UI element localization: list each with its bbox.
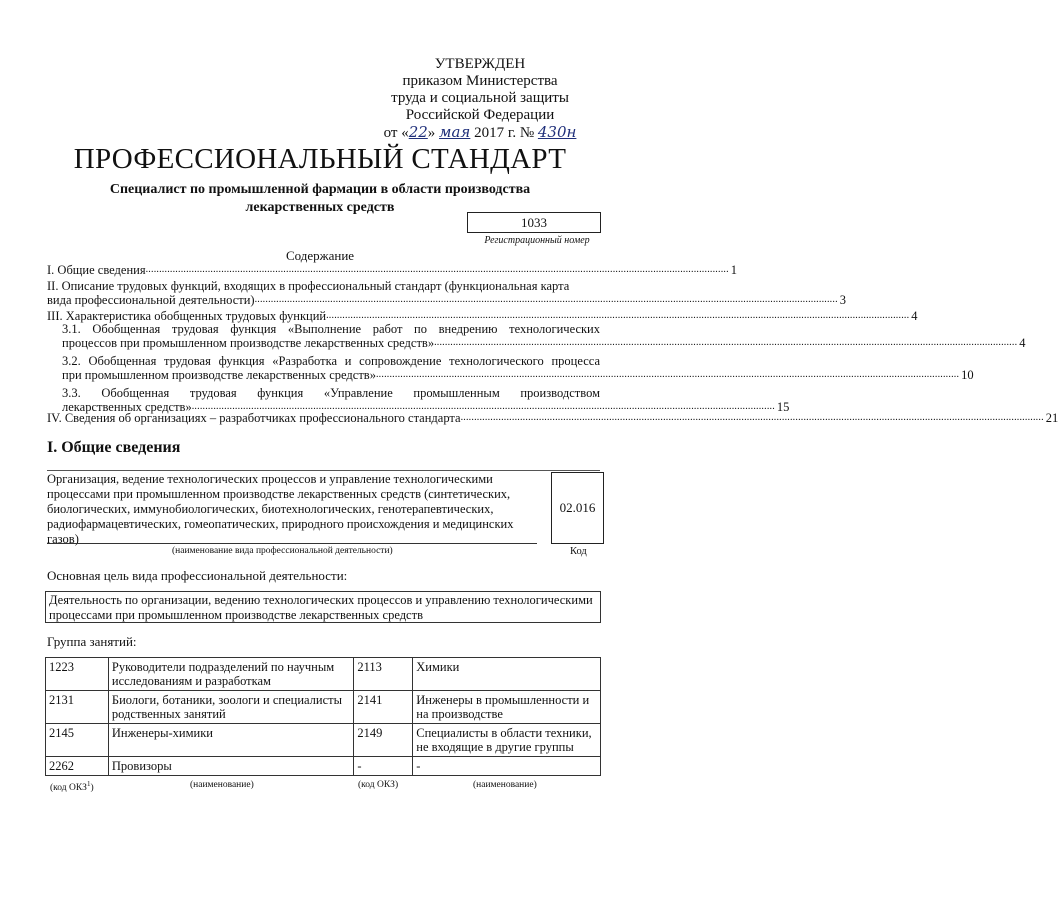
occupation-groups-table <box>45 657 601 776</box>
approval-block <box>330 56 630 142</box>
activity-code-box: 02.016 <box>551 472 604 544</box>
okz-code: 2149 <box>354 724 413 757</box>
table-row <box>46 757 601 776</box>
table-row <box>46 658 601 691</box>
okz-name: Руководители подразделений по научным исследованиям и разработкам <box>108 658 353 691</box>
page-title: ПРОФЕССИОНАЛЬНЫЙ СТАНДАРТ <box>73 143 567 175</box>
toc-item-3-1-line-2[interactable]: процессов при промышленном производстве лекарственных средств» ........................................................................................................................................................................................................................ 4 <box>62 336 1026 350</box>
okz-code: 2141 <box>354 691 413 724</box>
okz-name: Химики <box>413 658 601 691</box>
toc-item-3[interactable]: III. Характеристика обобщенных трудовых функций ........................................................................................................................................................................................................................ 4 <box>47 309 918 323</box>
approval-day: 22 <box>408 123 428 141</box>
toc-item-3-2-line-2[interactable]: при промышленном производстве лекарственных средств» ........................................................................................................................................................................................................................ 10 <box>62 368 974 382</box>
caption-name-2: (наименование) <box>473 780 537 790</box>
okz-name: Биологи, ботаники, зоологи и специалисты родственных занятий <box>108 691 353 724</box>
approval-year: 2017 г. № <box>474 125 535 141</box>
toc-item-2-line-1[interactable]: II. Описание трудовых функций, входящих в профессиональный стандарт (функциональная карта <box>47 279 570 293</box>
approval-line-1: приказом Министерства <box>402 73 558 89</box>
okz-name: Инженеры-химики <box>108 724 353 757</box>
caption-name-1: (наименование) <box>190 780 254 790</box>
okz-name: Специалисты в области техники, не входящие в другие группы <box>413 724 601 757</box>
approval-line-2: труда и социальной защиты <box>391 90 569 106</box>
purpose-box: Деятельность по организации, ведению технологических процессов и управлению технологическими процессами при промышленном производстве лекарственных средств <box>45 591 601 623</box>
caption-okz-code-1: (код ОКЗ$^1$) <box>50 780 94 794</box>
okz-code: 2113 <box>354 658 413 691</box>
toc-sublist <box>62 322 1026 414</box>
toc-item-3-2-line-1[interactable]: 3.2. Обобщенная трудовая функция «Разработка и сопровождение технологического процесса <box>62 354 600 368</box>
toc-item-4[interactable]: IV. Сведения об организациях – разработчиках профессионального стандарта ........................................................................................................................................................................................................................ 21 <box>47 411 1058 425</box>
toc-item-3-3-line-1[interactable]: 3.3. Обобщенная трудовая функция «Управление промышленным производством <box>62 386 600 400</box>
subtitle-line-1: Специалист по промышленной фармации в области производства <box>109 182 531 197</box>
registration-number-label: Регистрационный номер <box>484 235 590 246</box>
okz-name: - <box>413 757 601 776</box>
subtitle-line-2: лекарственных средств <box>245 200 395 215</box>
okz-code: 2145 <box>46 724 109 757</box>
approval-line-3: Российской Федерации <box>405 107 555 123</box>
table-row <box>46 724 601 757</box>
approval-date-mid: » <box>427 125 436 141</box>
approval-heading: УТВЕРЖДЕН <box>434 56 526 72</box>
okz-code: 2262 <box>46 757 109 776</box>
toc-item-3-1-line-1[interactable]: 3.1. Обобщенная трудовая функция «Выполнение работ по внедрению технологических <box>62 322 600 336</box>
okz-name: Провизоры <box>108 757 353 776</box>
activity-code-caption: Код <box>570 546 587 557</box>
approval-date-line <box>330 124 630 142</box>
approval-number: 430н <box>537 123 577 141</box>
toc-item-3-3-line-2[interactable]: лекарственных средств» ........................................................................................................................................................................................................................ 15 <box>62 400 790 414</box>
caption-okz-code-2: (код ОКЗ) <box>358 780 399 790</box>
toc-item-2-line-2[interactable]: вида профессиональной деятельности) ........................................................................................................................................................................................................................ 3 <box>47 293 847 307</box>
activity-underline <box>47 543 537 544</box>
table-row <box>46 691 601 724</box>
activity-name: Организация, ведение технологических процессов и управление технологическими процессами при промышленном производстве лекарственных средств (синтетических, биологических, иммунобиологических, биотехнологических, генотерапевтических, радиофармацевтических, гомеопатических, природного происхождения и медицинских газов) <box>47 472 514 546</box>
approval-month: мая <box>439 123 471 141</box>
toc-heading: Содержание <box>285 248 355 263</box>
purpose-label: Основная цель вида профессиональной деятельности: <box>47 568 348 583</box>
groups-label: Группа занятий: <box>47 634 137 649</box>
toc-item-4-wrap <box>47 411 1058 425</box>
okz-code: 1223 <box>46 658 109 691</box>
section-heading: I. Общие сведения <box>47 439 181 456</box>
okz-code: - <box>354 757 413 776</box>
registration-number-box: 1033 <box>467 212 601 233</box>
activity-caption: (наименование вида профессиональной деятельности) <box>172 546 393 556</box>
okz-code: 2131 <box>46 691 109 724</box>
toc-item-1[interactable]: I. Общие сведения ........................................................................................................................................................................................................................ 1 <box>47 263 738 277</box>
toc-list <box>47 263 918 323</box>
activity-divider <box>47 470 600 471</box>
approval-date-prefix: от « <box>383 125 409 141</box>
okz-name: Инженеры в промышленности и на производстве <box>413 691 601 724</box>
